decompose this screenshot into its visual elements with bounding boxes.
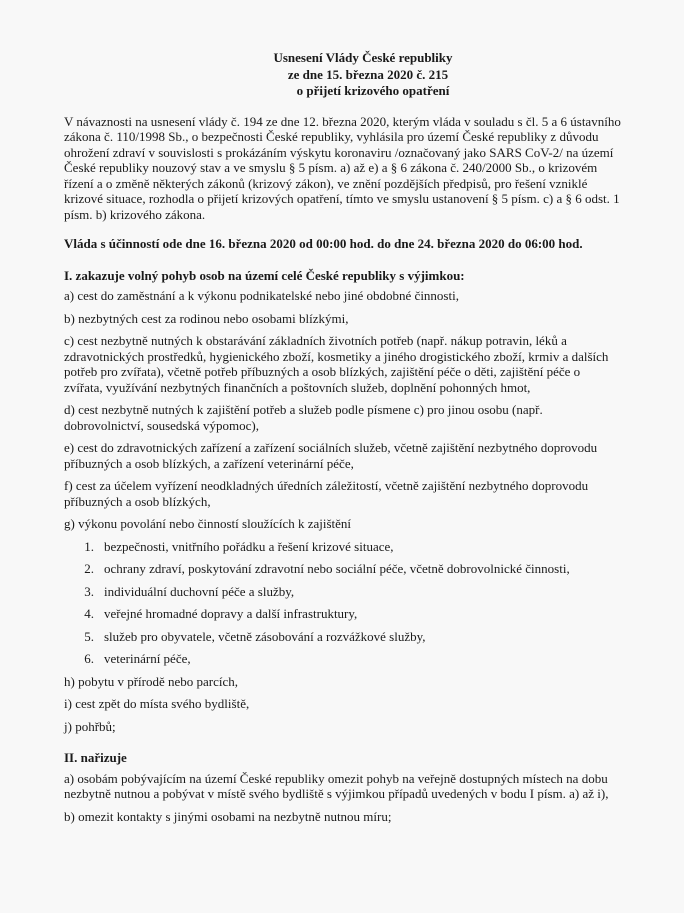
section-1-item-g: g) výkonu povolání nebo činností sloužících k zajištění [64,516,352,531]
section-1-item-i: i) cest zpět do místa svého bydliště, [64,696,250,711]
section-2-heading: II. nařizuje [64,750,127,765]
section-1-item-j: j) pohřbů; [64,718,116,734]
list-item-number: 6. [84,651,94,666]
list-item-number: 3. [84,583,94,599]
title-line-2: ze dne 15. března 2020 č. 215 [287,66,449,82]
list-item [64,584,622,600]
list-item-number: 1. [84,538,94,554]
section-1-item-d: d) cest nezbytně nutných k zajištění potřeb a služeb podle písmene c) pro jinou osobu (např. dobrovolnictví, sousedská výpomoc), [64,402,543,433]
title-line-3: o přijetí krizového opatření [296,83,450,98]
title-line-1: Usnesení Vlády České republiky [273,50,453,65]
list-item-text: služeb pro obyvatele, včetně zásobování a rozvážkové služby, [104,628,426,644]
intro-paragraph: V návaznosti na usnesení vlády č. 194 ze dne 12. března 2020, kterým vláda v souladu s čl. 5 a 6 ústavního zákona č. 110/1998 Sb., o bezpečnosti České republiky, vyhlásila pro území České republiky z důvodu ohrožení zdraví v souvislosti s prokázáním výskytu koronaviru /označovaný jako SARS CoV-2/ na území České republiky nouzový stav a ve smyslu § 5 písm. a) až e) a § 6 zákona č. 240/2000 Sb., o krizovém řízení a o změně některých zákonů (krizový zákon), ve znění pozdějších předpisů, pro řešení vzniklé krizové situace, rozhodla o přijetí krizových opatření, tímto ve smyslu ustanovení § 5 písm. c) a § 6 odst. 1 písm. b) krizového zákona. [64,113,621,222]
list-item-text: veřejné hromadné dopravy a další infrastruktury, [104,606,358,621]
list-item [64,651,622,667]
section-2-item-b: b) omezit kontakty s jinými osobami na nezbytně nutnou míru; [64,808,392,824]
document-title [64,50,622,100]
list-item-text: veterinární péče, [104,651,191,666]
section-1-g-sublist [64,539,622,667]
section-1-item-c: c) cest nezbytně nutných k obstarávání základních životních potřeb (např. nákup potravin, léků a zdravotnických prostředků, hygienického zboží, kosmetiky a jiného drogistického zboží, krmiv a dalších potřeb pro zvířata), včetně potřeb příbuzných a osob blízkých, zajištění péče o děti, zajištění péče o zvířata, využívání nezbytných finančních a poštovních služeb, doplnění pohonných hmot, [64,333,609,395]
list-item-number: 5. [84,628,94,644]
section-1-item-e: e) cest do zdravotnických zařízení a zařízení sociálních služeb, včetně zajištění nezbytného doprovodu příbuzných a osob blízkých, a zařízení veterinární péče, [64,440,598,471]
section-1-item-b: b) nezbytných cest za rodinou nebo osobami blízkými, [64,310,349,326]
section-1-item-h: h) pobytu v přírodě nebo parcích, [64,673,239,689]
list-item [64,629,622,645]
list-item [64,539,622,555]
list-item-number: 2. [84,561,94,576]
section-1-item-a: a) cest do zaměstnání a k výkonu podnikatelské nebo jiné obdobné činnosti, [64,288,459,303]
section-2-item-a: a) osobám pobývajícím na území České republiky omezit pohyb na veřejně dostupných místech na dobu nezbytně nutnou a pobývat v místě svého bydliště s výjimkou případů uvedených v bodu I písm. a) až i), [64,770,609,801]
section-1-heading: I. zakazuje volný pohyb osob na území celé České republiky s výjimkou: [64,267,465,283]
list-item-text: individuální duchovní péče a služby, [104,583,295,599]
list-item [64,606,622,622]
list-item-number: 4. [84,606,94,621]
list-item-text: bezpečnosti, vnitřního pořádku a řešení krizové situace, [104,538,394,554]
list-item [64,561,622,577]
effective-date-line: Vláda s účinností ode dne 16. března 2020 od 00:00 hod. do dne 24. března 2020 do 06:00 hod. [64,236,583,251]
list-item-text: ochrany zdraví, poskytování zdravotní nebo sociální péče, včetně dobrovolnické činnosti, [104,561,570,576]
section-1-item-f: f) cest za účelem vyřízení neodkladných úředních záležitostí, včetně zajištění nezbytného doprovodu příbuzných a osob blízkých, [64,478,589,509]
